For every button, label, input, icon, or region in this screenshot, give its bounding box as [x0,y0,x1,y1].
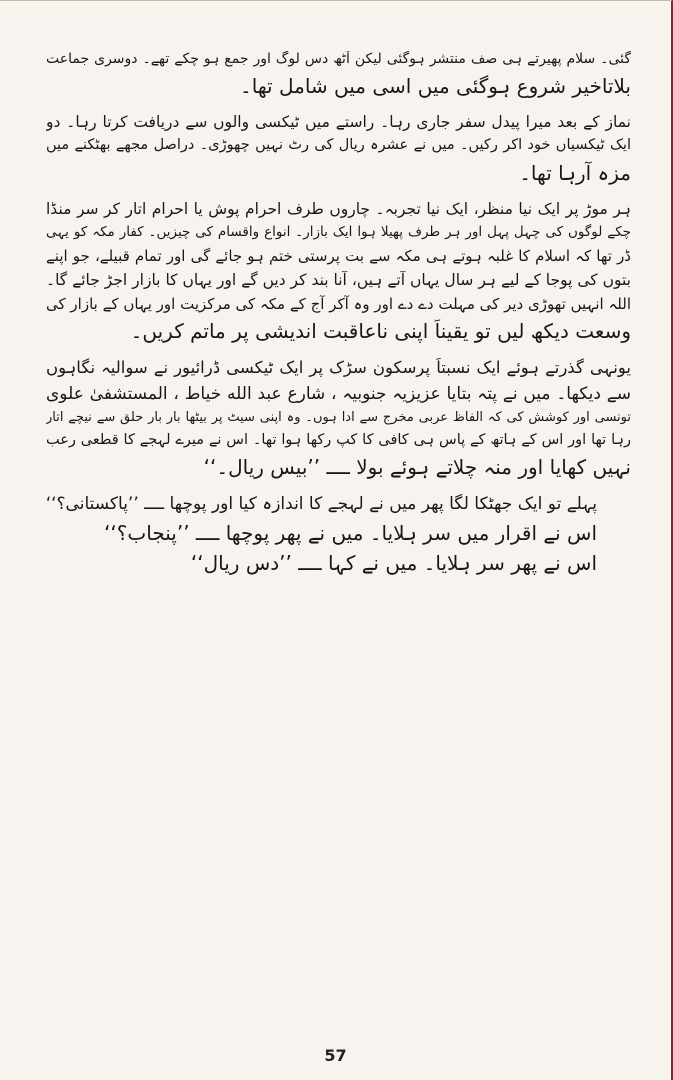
text-line: ایک ٹیکسیاں خود آکر رکیں۔ میں نے عشرہ ریال کی رٹ نہیں چھوڑی۔ دراصل مجھے بھٹکنے میں [46,137,631,154]
text-line: نماز کے بعد میرا پیدل سفر جاری رہا۔ راستے میں ٹیکسی والوں سے دریافت کرتا رہا۔ دو [46,112,631,131]
text-line: گئی۔ سلام پھیرتے ہی صف منتشر ہوگئی لیکن آٹھ دس لوگ اور جمع ہو چکے تھے۔ دوسری جماعت [46,51,631,67]
text-line: اس نے اقرار میں سر ہلایا۔ میں نے پھر پوچھا ــــ ’’پنجاب؟‘‘ [104,520,597,545]
text-line: نہیں کھایا اور منہ چلاتے ہوئے بولا ــــ ’’بیس ریال۔‘‘ [203,455,631,480]
text-line: تونسی اور کوشش کی کہ الفاظ عربی مخرج سے ادا ہوں۔ وہ اپنی سیٹ پر بیٹھا بار بار حلق سے نیچے اتار [46,410,631,426]
text-line: یونہی گذرتے ہوئے ایک نسبتاً پرسکون سڑک پر ایک ٹیکسی ڈرائیور نے سوالیہ نگاہوں [46,358,631,378]
text-line: مزہ آرہا تھا۔ [519,160,631,185]
text-line: وسعت دیکھ لیں تو یقیناً اپنی ناعاقبت اندیشی پر ماتم کریں۔ [130,319,631,344]
text-line: ڈر تھا کہ اسلام کا غلبہ ہوتے ہی مکہ سے بت پرستی ختم ہو جائے گی اور تمام قبیلے، جو اپنے [46,246,631,265]
text-line: بلاتاخیر شروع ہوگئی میں اسی میں شامل تھا۔ [240,73,631,98]
text-line: اللہ انہیں تھوڑی دیر کی مہلت دے دے اور وہ آکر آج کے مکہ کی مرکزیت اور یہاں کے بازار کی [46,295,631,314]
text-line: پہلے تو ایک جھٹکا لگا پھر میں نے لہجے کا اندازہ کیا اور پوچھا ــــ ’’پاکستانی؟‘‘ [46,494,597,515]
text-line: سے دیکھا۔ میں نے پتہ بتایا عزیزیہ جنوبیہ ، شارع عبد الله خیاط ، المستشفیٰ علوی [46,383,631,404]
text-line: چکے لوگوں کی چہل پہل اور ہر طرف پھیلا ہوا ایک بازار۔ انواع واقسام کی چیزیں۔ کفار مکہ کو یہی [46,224,631,241]
page-text [46,51,631,575]
text-line: رہا تھا اور اس کے ہاتھ کے پاس ہی کافی کا کپ رکھا ہوا تھا۔ اس نے میرے لہجے کا قطعی رعب [46,431,631,448]
text-line: اس نے پھر سر ہلایا۔ میں نے کہا ــــ ’’دس ریال‘‘ [190,550,597,575]
text-line: ہر موڑ پر ایک نیا منظر، ایک نیا تجربہ۔ چاروں طرف احرام پوش یا احرام اتار کر سر منڈا [46,199,631,218]
text-line: بتوں کی پوجا کے لیے ہر سال یہاں آتے ہیں، آنا بند کر دیں گے اور یہاں کا بازار اجڑ جائے گا۔ [46,270,631,289]
page-number: 57 [324,1046,347,1065]
